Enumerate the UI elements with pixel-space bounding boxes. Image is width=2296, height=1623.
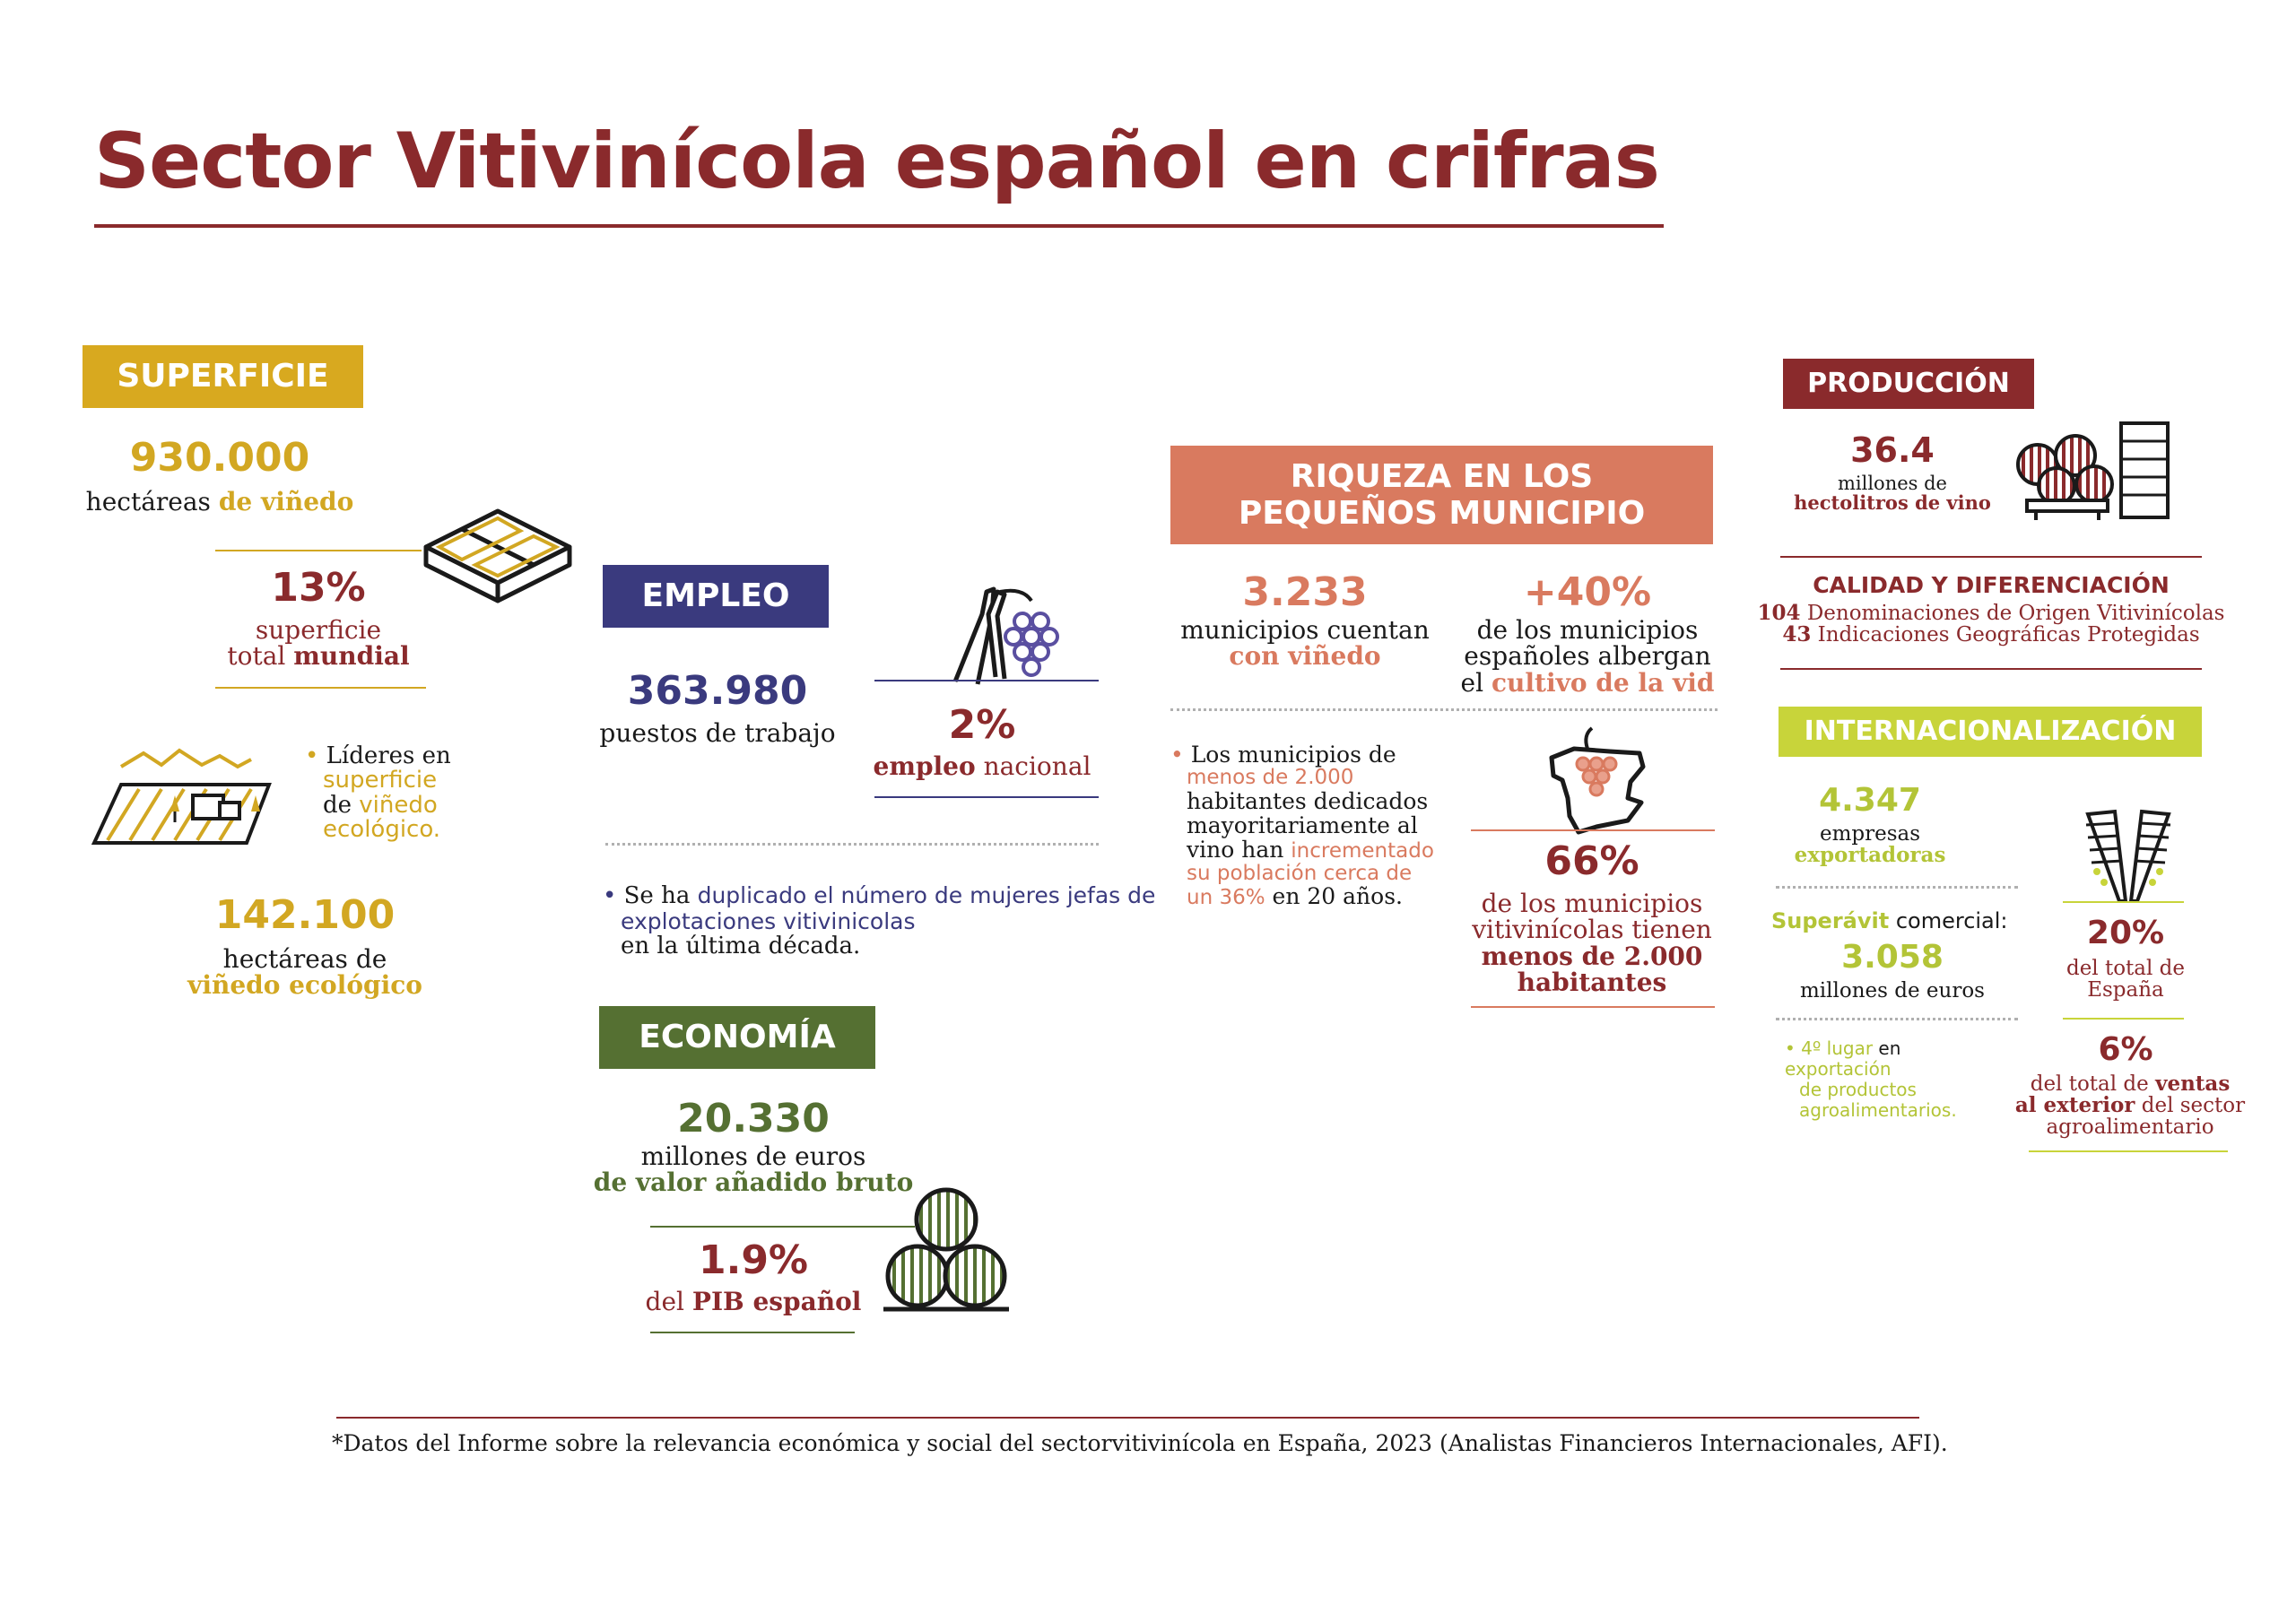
dotted-divider: [1170, 708, 1718, 711]
text: hectáreas: [85, 487, 219, 516]
footnote-divider: [336, 1417, 1919, 1419]
stat-ventas-exterior: 6%: [2098, 1031, 2153, 1068]
bullet-dot: •: [603, 882, 617, 909]
text: nacional: [975, 751, 1091, 781]
bullet-cuarto-lugar: [1785, 1038, 2000, 1121]
stat-superavit-valor: 3.058: [1841, 939, 1944, 976]
text-highlight: menos de 2.000: [1187, 766, 1354, 789]
text: del: [645, 1287, 692, 1316]
text-highlight: de productos: [1799, 1079, 1917, 1100]
stat-vinedo-ecologico: 142.100: [214, 892, 396, 938]
title-underline: [94, 224, 1664, 228]
text-highlight: un 36%: [1187, 886, 1265, 910]
stat-superficie-hectareas-label: [54, 489, 386, 515]
stat-empresas-exportadoras: 4.347: [1819, 782, 1921, 819]
bullet-dot: •: [305, 742, 319, 769]
divider: [215, 687, 426, 689]
text: España: [2087, 978, 2164, 1002]
section-label-empleo: EMPLEO: [603, 565, 829, 628]
page-title: Sector Vitivinícola español en crifras: [94, 117, 1659, 206]
text: vitivinícolas tienen: [1472, 915, 1712, 945]
stat-riqueza-cultivo-label: [1448, 617, 1726, 696]
dotted-divider: [1776, 886, 2018, 889]
text: del total de: [2066, 957, 2186, 980]
stat-empleo-puestos-label: puestos de trabajo: [599, 718, 836, 748]
text: millones de euros: [640, 1141, 866, 1171]
text: Los municipios de: [1190, 742, 1396, 768]
text-highlight: hectolitros de vino: [1794, 491, 1991, 515]
text: mayoritariamente al: [1187, 812, 1418, 838]
dotted-divider: [1776, 1018, 2018, 1020]
barrels-icon: [883, 1184, 1009, 1318]
text: del total de: [2030, 1072, 2156, 1096]
bullet-lideres-ecologico: [305, 744, 511, 842]
bullet-dot: •: [1785, 1037, 1796, 1059]
stat-riqueza-pequenos: 66%: [1544, 838, 1639, 884]
text: del sector: [2135, 1094, 2246, 1118]
wine-barrels-rack-icon: [2013, 421, 2175, 525]
stat-superficie-mundial: 13%: [271, 565, 366, 611]
stat-superavit-label: millones de euros: [1800, 979, 1985, 1002]
text: total: [227, 641, 294, 672]
pruning-shears-grapes-icon: [933, 578, 1058, 695]
text: vino han: [1187, 836, 1292, 863]
text-highlight: de valor añadido bruto: [593, 1167, 914, 1198]
divider: [2063, 1018, 2184, 1020]
stat-economia-vab-label: [574, 1143, 933, 1196]
text: superficie: [255, 615, 382, 645]
calidad-title: CALIDAD Y DIFERENCIACIÓN: [1813, 572, 2170, 598]
divider: [650, 1226, 915, 1228]
divider: [1780, 668, 2202, 670]
farm-landscape-icon: [90, 740, 278, 847]
text-highlight: agroalimentarios.: [1799, 1099, 1957, 1121]
text: Se ha: [623, 882, 698, 909]
divider: [1471, 829, 1715, 831]
stat-ventas-exterior-label: [2000, 1073, 2260, 1138]
text-highlight: incrementado: [1291, 838, 1434, 863]
section-label-internacionalizacion: INTERNACIONALIZACIÓN: [1779, 707, 2202, 757]
text-highlight: superficie: [323, 767, 438, 794]
text-highlight: exportadoras: [1794, 843, 1946, 868]
section-label-produccion: PRODUCCIÓN: [1783, 359, 2034, 409]
text-highlight: exportación: [1785, 1058, 1892, 1080]
text: PEQUEÑOS MUNICIPIO: [1238, 495, 1646, 532]
text-highlight: su población cerca de: [1187, 861, 1413, 885]
text-highlight: mundial: [293, 641, 410, 672]
text: en: [1873, 1037, 1901, 1059]
divider: [650, 1332, 855, 1333]
text: hectáreas de: [222, 944, 387, 974]
divider: [215, 550, 422, 551]
text-highlight: viñedo: [359, 791, 438, 819]
text: españoles albergan: [1464, 641, 1711, 672]
text: RIQUEZA EN LOS: [1290, 457, 1594, 495]
divider: [1780, 556, 2202, 558]
vineyard-rows-icon: [2079, 807, 2178, 906]
stat-produccion-hectolitros-label: [1771, 473, 2013, 513]
section-label-riqueza: [1170, 446, 1713, 544]
text: Denominaciones de Origen Vitivinícolas: [1800, 602, 2225, 625]
text-highlight: ecológico.: [323, 815, 441, 843]
stat-total-espana: 20%: [2086, 915, 2165, 951]
text-highlight: menos de 2.000: [1481, 941, 1703, 971]
stat-riqueza-pequenos-label: [1457, 890, 1726, 996]
text-highlight: PIB español: [691, 1287, 862, 1316]
divider: [2063, 901, 2184, 903]
text-highlight: cultivo de la vid: [1491, 667, 1715, 698]
text: comercial:: [1889, 908, 2008, 933]
section-label-superficie: SUPERFICIE: [83, 345, 363, 408]
stat-superficie-mundial-label: [184, 617, 453, 670]
bullet-mujeres-jefas: [603, 883, 1159, 959]
text-highlight: 43: [1782, 622, 1812, 647]
stat-superficie-hectareas: 930.000: [129, 435, 310, 481]
text-highlight: Superávit: [1771, 908, 1890, 933]
text: de: [323, 791, 360, 819]
text-highlight: de viñedo: [218, 487, 354, 516]
text: de los municipios: [1476, 615, 1699, 645]
text: agroalimentario: [2046, 1115, 2214, 1140]
text-highlight: duplicado el número de mujeres jefas de: [697, 882, 1156, 908]
superavit-comercial: [1771, 908, 2040, 933]
text-highlight: 104: [1757, 601, 1801, 625]
text-highlight: explotaciones vitivinicolas: [621, 907, 916, 934]
dotted-divider: [605, 843, 1099, 846]
stat-empleo-puestos: 363.980: [627, 668, 808, 714]
section-label-economia: ECONOMÍA: [599, 1006, 875, 1069]
text-highlight: viñedo ecológico: [187, 970, 422, 1001]
text: habitantes dedicados: [1187, 787, 1429, 814]
stat-empleo-nacional-label: [852, 753, 1112, 779]
stat-produccion-hectolitros: 36.4: [1850, 430, 1935, 470]
bullet-dot: •: [1170, 742, 1184, 768]
stat-empresas-exportadoras-label: [1758, 823, 1982, 866]
bullet-municipios-poblacion: [1170, 742, 1439, 909]
stat-economia-pib-label: [619, 1289, 888, 1315]
text-highlight: 4º lugar: [1801, 1037, 1874, 1059]
text: millones de: [1838, 473, 1947, 494]
text: en 20 años.: [1265, 883, 1403, 910]
stat-riqueza-municipios: 3.233: [1242, 569, 1368, 615]
text-highlight: habitantes: [1517, 968, 1667, 998]
text-highlight: con viñedo: [1229, 641, 1381, 672]
divider: [874, 680, 1099, 681]
calidad-list: [1744, 603, 2238, 646]
divider: [874, 796, 1099, 798]
stat-riqueza-municipios-label: [1157, 617, 1453, 670]
text-highlight: empleo: [873, 751, 976, 781]
text-highlight: ventas: [2155, 1072, 2231, 1096]
text: Indicaciones Geográficas Protegidas: [1811, 623, 2200, 647]
text-highlight: al exterior: [2014, 1093, 2135, 1118]
stat-total-espana-label: [2036, 958, 2215, 1001]
footnote: *Datos del Informe sobre la relevancia económica y social del sectorvitivinícola en España, 2023 (Analistas Financieros Internacionales, AFI).: [332, 1430, 1948, 1456]
stat-economia-pib: 1.9%: [698, 1237, 809, 1283]
stat-economia-vab: 20.330: [677, 1096, 830, 1141]
stat-riqueza-cultivo: +40%: [1523, 569, 1652, 615]
text: el: [1460, 667, 1492, 698]
text: en la última década.: [621, 933, 861, 960]
text: de los municipios: [1481, 889, 1703, 918]
stat-empleo-nacional: 2%: [948, 702, 1016, 748]
stat-vinedo-ecologico-label: [144, 946, 466, 999]
divider: [1471, 1006, 1715, 1008]
divider: [2029, 1150, 2228, 1152]
text: Líderes en: [326, 742, 451, 769]
spain-map-grapes-icon: [1543, 726, 1659, 843]
text: empresas: [1819, 822, 1921, 846]
text: municipios cuentan: [1180, 615, 1430, 645]
